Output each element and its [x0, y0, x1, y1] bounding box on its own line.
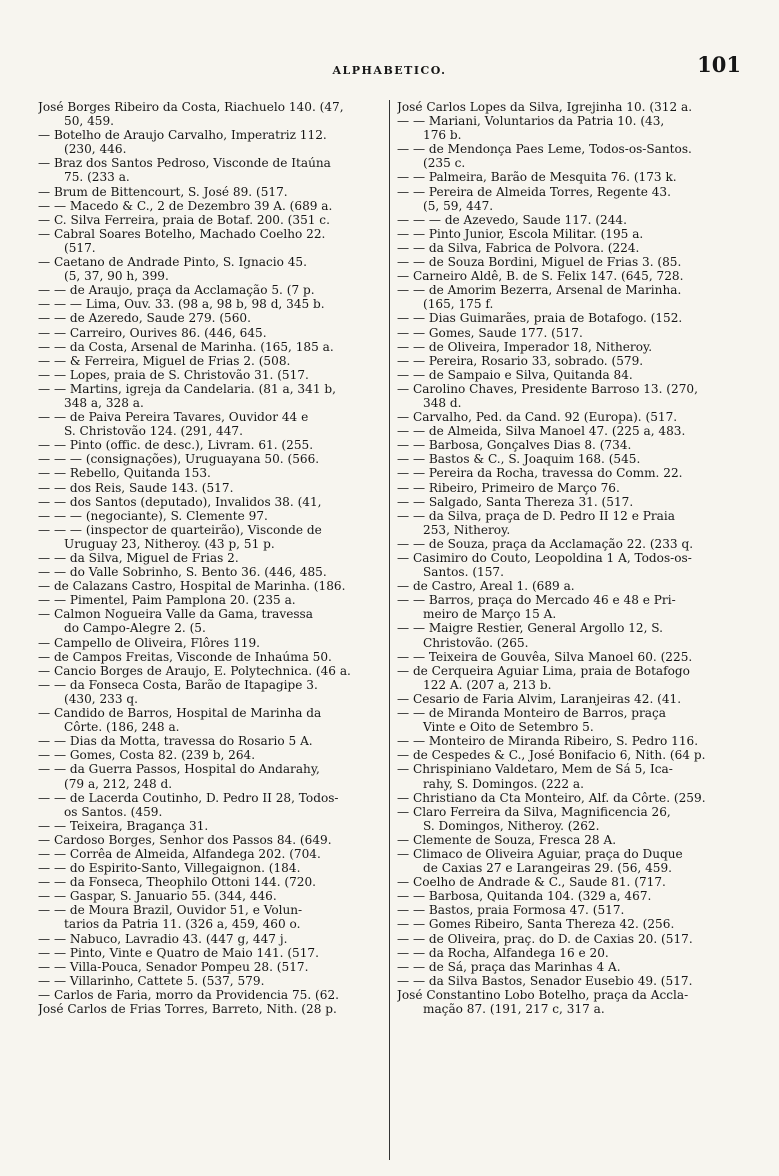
- directory-entry-line: — — da Silva, Fabrica de Polvora. (224.: [397, 240, 640, 255]
- directory-entry-line: — — Gaspar, S. Januario 55. (344, 446.: [38, 889, 277, 904]
- directory-entry-line: — — do Valle Sobrinho, S. Bento 36. (446, 485.: [38, 565, 327, 580]
- directory-entry-line: — — de Paiva Pereira Tavares, Ouvidor 44 e: [38, 410, 309, 425]
- directory-entry-line: — Braz dos Santos Pedroso, Visconde de Itaúna: [38, 156, 331, 171]
- directory-entry-line: — — Pereira da Rocha, travessa do Comm. 22.: [397, 466, 683, 481]
- entry-continuation-line: 50, 459.: [64, 114, 115, 129]
- entry-continuation-line: 253, Nitheroy.: [423, 522, 511, 537]
- directory-entry-line: — de Cespedes & C., José Bonifacio 6, Nith. (64 p.: [397, 748, 706, 763]
- entry-continuation-line: (5, 59, 447.: [423, 198, 494, 213]
- directory-entry-line: — — Ribeiro, Primeiro de Março 76.: [397, 480, 620, 495]
- directory-entry-line: — Carlos de Faria, morro da Providencia 75. (62.: [38, 987, 339, 1002]
- entry-continuation-line: mação 87. (191, 217 c, 317 a.: [423, 1002, 605, 1016]
- directory-entry-line: — — de Azeredo, Saude 279. (560.: [38, 311, 251, 326]
- entry-continuation-line: (235 c.: [423, 156, 466, 171]
- entry-continuation-line: de Caxias 27 e Larangeiras 29. (56, 459.: [423, 861, 673, 876]
- entry-continuation-line: (430, 233 q.: [64, 691, 139, 706]
- directory-entry-line: — — Barbosa, Gonçalves Dias 8. (734.: [397, 438, 632, 453]
- entry-continuation-line: (517.: [64, 240, 96, 255]
- entry-continuation-line: (79 a, 212, 248 d.: [64, 776, 173, 791]
- directory-entry-line: — Cesario de Faria Alvim, Laranjeiras 42. (41.: [397, 691, 682, 706]
- entry-continuation-line: (230, 446.: [64, 142, 127, 157]
- directory-entry-line: — Chrispiniano Valdetaro, Mem de Sá 5, Ica-: [397, 762, 673, 777]
- directory-entry-line: — — Barros, praça do Mercado 46 e 48 e Pri-: [397, 593, 676, 608]
- directory-entry-line: — — da Silva Bastos, Senador Eusebio 49. (517.: [397, 973, 693, 988]
- directory-entry-line: — Carolino Chaves, Presidente Barroso 13. (270,: [397, 381, 698, 396]
- directory-entry-line: — — Pereira de Almeida Torres, Regente 43.: [397, 184, 671, 199]
- directory-entry-line: — — Gomes, Costa 82. (239 b, 264.: [38, 748, 256, 763]
- directory-entry-line: — — Rebello, Quitanda 153.: [38, 466, 211, 481]
- directory-entry-line: José Carlos Lopes da Silva, Igrejinha 10. (312 a.: [397, 100, 693, 114]
- directory-entry-line: — — Dias da Motta, travessa do Rosario 5 A.: [38, 734, 313, 749]
- directory-entry-line: — — de Oliveira, Imperador 18, Nitheroy.: [397, 339, 653, 354]
- left-column: [38, 100, 382, 1160]
- entry-continuation-line: do Campo-Alegre 2. (5.: [64, 621, 206, 636]
- directory-entry-line: — — Lopes, praia de S. Christovão 31. (517.: [38, 367, 309, 382]
- directory-entry-line: — — de Amorim Bezerra, Arsenal de Marinha.: [397, 283, 682, 298]
- directory-entry-line: — Cancio Borges de Araujo, E. Polytechnica. (46 a.: [38, 663, 351, 678]
- directory-entry-line: — — Pimentel, Paim Pamplona 20. (235 a.: [38, 593, 296, 608]
- directory-entry-line: — — de Araujo, praça da Acclamação 5. (7 p.: [38, 283, 315, 298]
- right-column: [397, 100, 741, 1160]
- directory-entry-line: — Casimiro do Couto, Leopoldina 1 A, Todos-os-: [397, 551, 692, 565]
- directory-entry-line: — — — (inspector de quarteirão), Visconde de: [38, 522, 322, 537]
- directory-entry-line: — Coelho de Andrade & C., Saude 81. (717.: [397, 875, 666, 890]
- entry-continuation-line: (5, 37, 90 h, 399.: [64, 269, 169, 284]
- directory-entry-line: José Constantino Lobo Botelho, praça da Accla-: [397, 987, 689, 1002]
- entry-continuation-line: Uruguay 23, Nitheroy. (43 p, 51 p.: [64, 536, 275, 551]
- entry-continuation-line: S. Domingos, Nitheroy. (262.: [423, 818, 600, 833]
- directory-entry-line: — de Campos Freitas, Visconde de Inhaúma 50.: [38, 649, 332, 664]
- directory-entry-line: — de Calazans Castro, Hospital de Marinha. (186.: [38, 579, 346, 594]
- entry-continuation-line: Christovão. (265.: [423, 635, 529, 650]
- directory-entry-line: — Claro Ferreira da Silva, Magnificencia 26,: [397, 804, 671, 819]
- directory-entry-line: — Cabral Soares Botelho, Machado Coelho 22.: [38, 226, 326, 241]
- directory-entry-line: — — de Mendonça Paes Leme, Todos-os-Santos.: [397, 142, 692, 157]
- directory-entry-line: — — dos Reis, Saude 143. (517.: [38, 480, 234, 495]
- directory-entry-line: — — Dias Guimarães, praia de Botafogo. (152.: [397, 311, 683, 326]
- directory-entry-line: — — Pinto (offic. de desc.), Livram. 61. (255.: [38, 438, 314, 453]
- directory-entry-line: — — Salgado, Santa Thereza 31. (517.: [397, 494, 634, 509]
- directory-entry-line: — — Palmeira, Barão de Mesquita 76. (173 k.: [397, 170, 677, 185]
- entry-continuation-line: 348 d.: [423, 395, 462, 410]
- directory-entry-line: — Cardoso Borges, Senhor dos Passos 84. (649.: [38, 832, 332, 847]
- directory-entry-line: — — — (negociante), S. Clemente 97.: [38, 508, 268, 523]
- directory-entry-line: — Candido de Barros, Hospital de Marinha da: [38, 706, 322, 721]
- directory-entry-line: — Calmon Nogueira Valle da Gama, travessa: [38, 607, 313, 622]
- directory-entry-line: — — Bastos, praia Formosa 47. (517.: [397, 903, 625, 918]
- entry-continuation-line: rahy, S. Domingos. (222 a.: [423, 776, 584, 791]
- directory-entry-line: — Christiano da Cta Monteiro, Alf. da Côrte. (259.: [397, 790, 706, 805]
- directory-entry-line: — — da Rocha, Alfandega 16 e 20.: [397, 945, 609, 960]
- entry-continuation-line: 75. (233 a.: [64, 170, 130, 185]
- directory-entry-line: — — — (consignações), Uruguayana 50. (566.: [38, 452, 320, 467]
- entry-continuation-line: meiro de Março 15 A.: [423, 607, 557, 622]
- running-head: ALPHABETICO.: [332, 64, 447, 77]
- directory-entry-line: — — da Fonseca, Theophilo Ottoni 144. (720.: [38, 875, 317, 890]
- directory-entry-line: — — & Ferreira, Miguel de Frias 2. (508.: [38, 353, 291, 368]
- directory-entry-line: — — de Sampaio e Silva, Quitanda 84.: [397, 367, 633, 382]
- directory-entry-line: — — de Almeida, Silva Manoel 47. (225 a, 483.: [397, 424, 686, 439]
- directory-entry-line: — — Bastos & C., S. Joaquim 168. (545.: [397, 452, 641, 467]
- directory-entry-line: — — da Fonseca Costa, Barão de Itapagipe 3.: [38, 677, 318, 692]
- directory-entry-line: — Carvalho, Ped. da Cand. 92 (Europa). (517.: [397, 410, 678, 425]
- directory-entry-line: — — de Lacerda Coutinho, D. Pedro II 28, Todos-: [38, 790, 339, 805]
- directory-entry-line: José Borges Ribeiro da Costa, Riachuelo 140. (47,: [38, 100, 344, 114]
- directory-entry-line: — — Maigre Restier, General Argollo 12, S.: [397, 621, 663, 636]
- entry-continuation-line: Vinte e Oito de Setembro 5.: [423, 720, 594, 735]
- directory-entry-line: — — de Oliveira, praç. do D. de Caxias 20. (517.: [397, 931, 693, 946]
- directory-entry-line: — Campello de Oliveira, Flôres 119.: [38, 635, 261, 650]
- page-number: 101: [697, 52, 741, 77]
- directory-entry-line: — — da Silva, praça de D. Pedro II 12 e Praia: [397, 508, 675, 523]
- directory-entry-line: — Caetano de Andrade Pinto, S. Ignacio 45.: [38, 255, 307, 270]
- directory-entry-line: — — Teixeira de Gouvêa, Silva Manoel 60. (225.: [397, 649, 693, 664]
- directory-entry-line: — Carneiro Aldê, B. de S. Felix 147. (645, 728.: [397, 269, 684, 284]
- directory-entry-line: — C. Silva Ferreira, praia de Botaf. 200. (351 c.: [38, 212, 330, 227]
- directory-entry-line: — — da Silva, Miguel de Frias 2.: [38, 551, 239, 565]
- column-divider: [389, 100, 390, 1160]
- directory-entry-line: — de Castro, Areal 1. (689 a.: [397, 579, 575, 594]
- directory-entry-line: — — Barbosa, Quitanda 104. (329 a, 467.: [397, 889, 652, 904]
- entry-continuation-line: (165, 175 f.: [423, 297, 494, 312]
- directory-entry-line: — — da Costa, Arsenal de Marinha. (165, 185 a.: [38, 339, 334, 354]
- directory-entry-line: — — da Guerra Passos, Hospital do Andarahy,: [38, 762, 320, 777]
- directory-entry-line: — — Pinto, Vinte e Quatro de Maio 141. (517.: [38, 945, 319, 960]
- entry-continuation-line: Côrte. (186, 248 a.: [64, 720, 180, 735]
- entry-continuation-line: 176 b.: [423, 128, 462, 143]
- directory-entry-line: — — Corrêa de Almeida, Alfandega 202. (704.: [38, 846, 321, 861]
- directory-entry-line: — — Monteiro de Miranda Ribeiro, S. Pedro 116.: [397, 734, 699, 749]
- directory-entry-line: — Climaco de Oliveira Aguiar, praça do Duque: [397, 846, 683, 861]
- directory-entry-line: — — Gomes, Saude 177. (517.: [397, 325, 583, 340]
- directory-entry-line: José Carlos de Frias Torres, Barreto, Nith. (28 p.: [38, 1002, 337, 1016]
- directory-entry-line: — — Villarinho, Cattete 5. (537, 579.: [38, 973, 265, 988]
- directory-entry-line: — — — Lima, Ouv. 33. (98 a, 98 b, 98 d, 345 b.: [38, 297, 325, 312]
- entry-continuation-line: 122 A. (207 a, 213 b.: [423, 677, 552, 692]
- directory-entry-line: — — de Souza, praça da Acclamação 22. (233 q.: [397, 536, 694, 551]
- directory-entry-line: — — Carreiro, Ourives 86. (446, 645.: [38, 325, 267, 340]
- directory-entry-line: — — de Moura Brazil, Ouvidor 51, e Volun-: [38, 903, 303, 918]
- page-header: [0, 52, 779, 82]
- directory-entry-line: — — de Sá, praça das Marinhas 4 A.: [397, 959, 621, 974]
- directory-entry-line: — — de Miranda Monteiro de Barros, praça: [397, 706, 666, 721]
- directory-entry-line: — — Villa-Pouca, Senador Pompeu 28. (517.: [38, 959, 309, 974]
- directory-entry-line: — — Martins, igreja da Candelaria. (81 a, 341 b,: [38, 381, 336, 396]
- directory-entry-line: — — dos Santos (deputado), Invalidos 38. (41,: [38, 494, 322, 509]
- directory-entry-line: — — Teixeira, Bragança 31.: [38, 818, 209, 833]
- entry-continuation-line: S. Christovão 124. (291, 447.: [64, 424, 243, 439]
- entry-continuation-line: tarios da Patria 11. (326 a, 459, 460 o.: [64, 917, 301, 932]
- directory-entry-line: — — — de Azevedo, Saude 117. (244.: [397, 212, 627, 227]
- directory-entry-line: — — do Espirito-Santo, Villegaignon. (184.: [38, 861, 301, 876]
- directory-entry-line: — — Mariani, Voluntarios da Patria 10. (43,: [397, 114, 665, 129]
- directory-entry-line: — — Gomes Ribeiro, Santa Thereza 42. (256.: [397, 917, 675, 932]
- directory-entry-line: — Brum de Bittencourt, S. José 89. (517.: [38, 184, 288, 199]
- directory-entry-line: — — Pereira, Rosario 33, sobrado. (579.: [397, 353, 644, 368]
- directory-entry-line: — Clemente de Souza, Fresca 28 A.: [397, 832, 617, 847]
- directory-entry-line: — — Macedo & C., 2 de Dezembro 39 A. (689 a.: [38, 198, 333, 213]
- entry-continuation-line: Santos. (157.: [423, 565, 504, 580]
- directory-entry-line: — de Cerqueira Aguiar Lima, praia de Botafogo: [397, 663, 690, 678]
- directory-entry-line: — — Nabuco, Lavradio 43. (447 g, 447 j.: [38, 931, 288, 946]
- directory-entry-line: — — Pinto Junior, Escola Militar. (195 a.: [397, 226, 644, 241]
- entry-continuation-line: os Santos. (459.: [64, 804, 163, 819]
- directory-entry-line: — — de Souza Bordini, Miguel de Frias 3. (85.: [397, 255, 682, 270]
- directory-entry-line: — Botelho de Araujo Carvalho, Imperatriz 112.: [38, 128, 327, 143]
- entry-continuation-line: 348 a, 328 a.: [64, 395, 144, 410]
